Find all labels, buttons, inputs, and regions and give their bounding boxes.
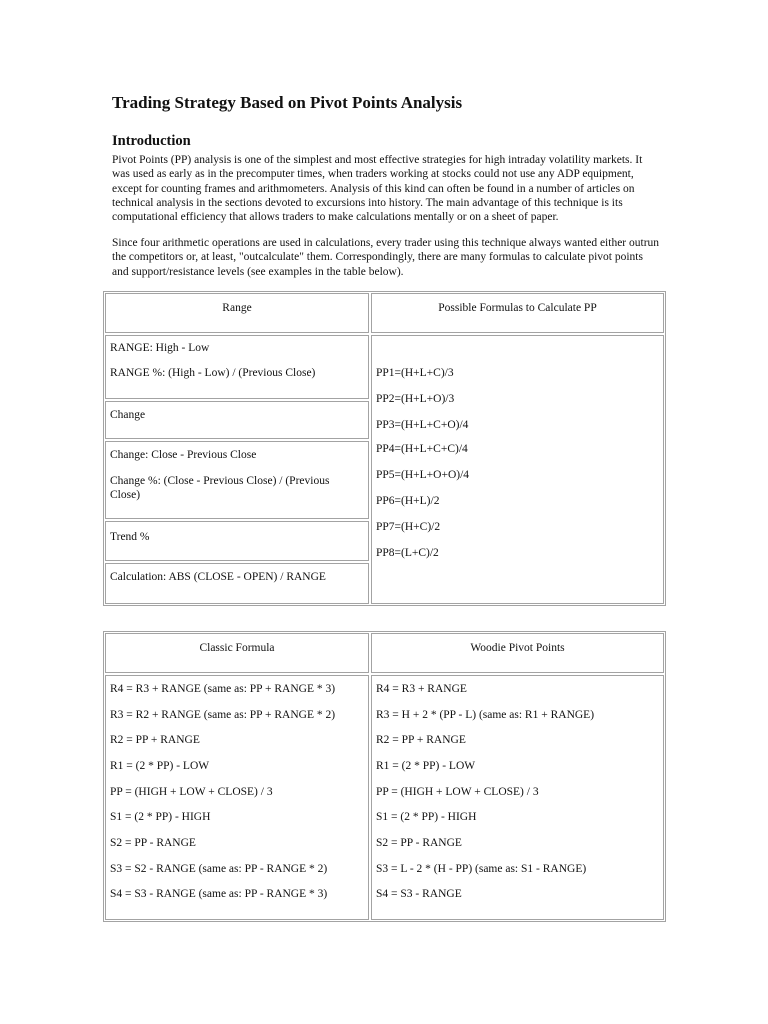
classic-s4: S4 = S3 - RANGE (same as: PP - RANGE * 3)	[110, 888, 328, 900]
woodie-s4: S4 = S3 - RANGE	[376, 888, 462, 900]
section-heading-introduction: Introduction	[112, 133, 191, 149]
table2-header-classic: Classic Formula	[105, 633, 369, 673]
woodie-r2: R2 = PP + RANGE	[376, 734, 466, 746]
formula-pp1: PP1=(H+L+C)/3	[376, 367, 454, 379]
woodie-s2: S2 = PP - RANGE	[376, 837, 462, 849]
table2-cell-classic	[105, 675, 369, 920]
change-pct-definition: Change %: (Close - Previous Close) / (Previous Close)	[110, 475, 330, 501]
range-pct-definition: RANGE %: (High - Low) / (Previous Close)	[110, 367, 316, 379]
classic-s3: S3 = S2 - RANGE (same as: PP - RANGE * 2)	[110, 863, 328, 875]
calculation-definition: Calculation: ABS (CLOSE - OPEN) / RANGE	[110, 571, 326, 583]
page-title: Trading Strategy Based on Pivot Points Analysis	[112, 93, 463, 112]
woodie-s1: S1 = (2 * PP) - HIGH	[376, 811, 477, 823]
formula-pp7: PP7=(H+C)/2	[376, 521, 441, 533]
table1-cell-formulas	[371, 335, 664, 604]
formula-pp6: PP6=(H+L)/2	[376, 495, 440, 507]
classic-s2: S2 = PP - RANGE	[110, 837, 196, 849]
woodie-r1: R1 = (2 * PP) - LOW	[376, 760, 476, 772]
table1-header-range: Range	[105, 293, 369, 333]
table1-cell-trend	[105, 521, 369, 561]
formula-pp3: PP3=(H+L+C+O)/4	[376, 419, 469, 431]
classic-pp: PP = (HIGH + LOW + CLOSE) / 3	[110, 786, 273, 798]
change-title: Change	[110, 409, 146, 421]
table2-cell-woodie	[371, 675, 664, 920]
classic-r2: R2 = PP + RANGE	[110, 734, 200, 746]
change-definition: Change: Close - Previous Close	[110, 449, 257, 461]
table1-header-formulas: Possible Formulas to Calculate PP	[371, 293, 664, 333]
formula-pp2: PP2=(H+L+O)/3	[376, 393, 455, 405]
woodie-s3: S3 = L - 2 * (H - PP) (same as: S1 - RANGE)	[376, 863, 587, 875]
classic-s1: S1 = (2 * PP) - HIGH	[110, 811, 211, 823]
table1-cell-calculation	[105, 563, 369, 604]
formula-pp5: PP5=(H+L+O+O)/4	[376, 469, 470, 481]
woodie-pp: PP = (HIGH + LOW + CLOSE) / 3	[376, 786, 539, 798]
table1-cell-change-title	[105, 401, 369, 439]
table1-cell-change	[105, 441, 369, 519]
intro-paragraph-2: Since four arithmetic operations are used in calculations, every trader using this technique always wanted either outrun the competitors or, at least, "outcalculate" them. Correspondingly, there are many formulas to calculate pivot points and support/resistance levels (see examples in the table below).	[112, 237, 660, 278]
woodie-r4: R4 = R3 + RANGE	[376, 683, 467, 695]
table2-header-woodie: Woodie Pivot Points	[371, 633, 664, 673]
table1-cell-range	[105, 335, 369, 399]
trend-title: Trend %	[110, 531, 150, 543]
classic-r4: R4 = R3 + RANGE (same as: PP + RANGE * 3)	[110, 683, 336, 695]
classic-r1: R1 = (2 * PP) - LOW	[110, 760, 210, 772]
intro-paragraph-1: Pivot Points (PP) analysis is one of the simplest and most effective strategies for high intraday volatility markets. It was used as early as in the precomputer times, when traders working at stocks could not use any ADP equipment, except for counting frames and arithmometers. Analysis of this kind can often be found in a number of articles on technical analysis in the sections devoted to excursions into history. The main advantage of this technique is its computational efficiency that allows traders to make calculations mentally or on a sheet of paper.	[112, 154, 643, 224]
formula-pp8: PP8=(L+C)/2	[376, 547, 439, 559]
range-definition: RANGE: High - Low	[110, 342, 210, 354]
woodie-r3: R3 = H + 2 * (PP - L) (same as: R1 + RANGE)	[376, 709, 595, 721]
formula-pp4: PP4=(H+L+C+C)/4	[376, 443, 468, 455]
classic-r3: R3 = R2 + RANGE (same as: PP + RANGE * 2)	[110, 709, 336, 721]
